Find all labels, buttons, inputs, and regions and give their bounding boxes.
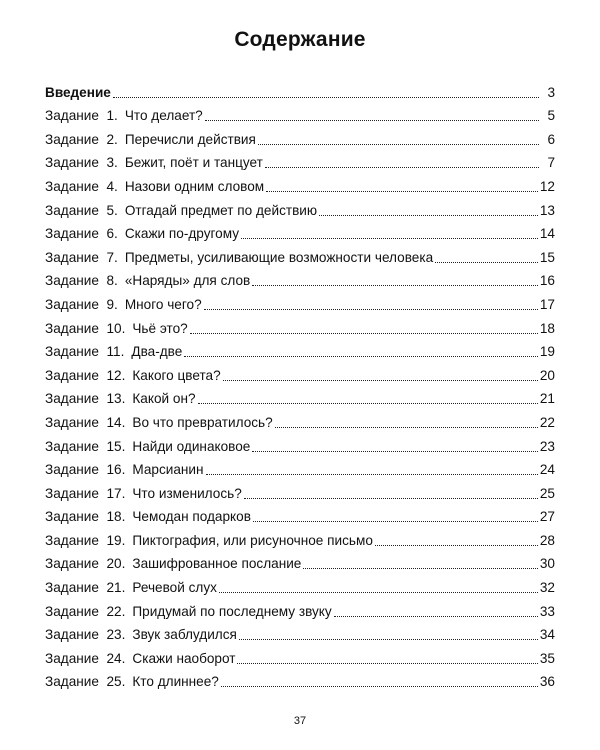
dot-leader [435, 262, 538, 263]
toc-entry-number: Задание 9. [45, 296, 118, 312]
toc-entry-page: 33 [539, 603, 555, 619]
toc-entry[interactable] [45, 195, 555, 219]
dot-leader [265, 167, 539, 168]
dot-leader [303, 568, 538, 569]
dot-leader [244, 498, 538, 499]
toc-entry[interactable] [45, 219, 555, 243]
toc-entry-label: Чемодан подарков [132, 509, 251, 525]
toc-entry-page: 16 [539, 273, 555, 289]
toc-entry-number: Задание 4. [45, 178, 118, 194]
toc-entry-label: Какой он? [132, 391, 196, 407]
toc-entry-number: Задание 16. [45, 462, 126, 478]
toc-entry-page: 32 [539, 580, 555, 596]
toc-entry-number: Задание 8. [45, 273, 118, 289]
toc-entry-page: 5 [547, 108, 555, 124]
toc-entry[interactable] [45, 360, 555, 384]
toc-entry-number: Задание 5. [45, 202, 118, 218]
dot-leader [204, 309, 538, 310]
toc-entry-intro[interactable] [45, 77, 555, 101]
toc-entry-page: 12 [539, 178, 555, 194]
toc-entry[interactable] [45, 148, 555, 172]
toc-entry-number: Задание 18. [45, 509, 126, 525]
dot-leader [221, 686, 538, 687]
dot-leader [184, 356, 538, 357]
toc-entry[interactable] [45, 242, 555, 266]
toc-entry-page: 25 [539, 485, 555, 501]
toc-entry[interactable] [45, 407, 555, 431]
toc-entry-page: 30 [539, 556, 555, 572]
toc-entry[interactable] [45, 384, 555, 408]
toc-entry[interactable] [45, 289, 555, 313]
toc-entry-label: Чьё это? [132, 320, 188, 336]
dot-leader [190, 333, 538, 334]
toc-entry-page: 13 [539, 202, 555, 218]
toc-entry-number: Задание 1. [45, 108, 118, 124]
toc-entry-page: 17 [539, 296, 555, 312]
toc-entry-number: Задание 2. [45, 131, 118, 147]
toc-entry-number: Задание 7. [45, 249, 118, 265]
toc-entry-page: 20 [539, 367, 555, 383]
dot-leader [113, 97, 539, 98]
toc-entry[interactable] [45, 455, 555, 479]
toc-entry-label: Кто длиннее? [132, 674, 219, 690]
page-number: 37 [293, 715, 307, 727]
table-of-contents [45, 77, 555, 690]
toc-entry-page: 22 [539, 414, 555, 430]
toc-entry-label: Перечисли действия [124, 131, 256, 147]
toc-entry-number: Задание 14. [45, 414, 126, 430]
toc-entry-number: Задание 15. [45, 438, 126, 454]
toc-entry[interactable] [45, 596, 555, 620]
toc-entry[interactable] [45, 667, 555, 691]
toc-entry-page: 19 [539, 344, 555, 360]
toc-entry[interactable] [45, 101, 555, 125]
toc-entry-label: Что делает? [124, 108, 203, 124]
toc-entry-number: Задание 19. [45, 532, 126, 548]
toc-entry-page: 23 [539, 438, 555, 454]
toc-entry-number: Задание 25. [45, 674, 126, 690]
toc-entry-label: Придумай по последнему звуку [132, 603, 332, 619]
dot-leader [266, 191, 538, 192]
toc-entry-page: 3 [547, 84, 555, 100]
toc-entry-label: Назови одним словом [124, 178, 265, 194]
toc-entry-page: 6 [547, 131, 555, 147]
toc-entry[interactable] [45, 313, 555, 337]
toc-entry[interactable] [45, 525, 555, 549]
toc-entry[interactable] [45, 643, 555, 667]
toc-entry-label: Во что превратилось? [132, 414, 273, 430]
toc-entry-page: 27 [539, 509, 555, 525]
dot-leader [334, 616, 538, 617]
dot-leader [198, 403, 538, 404]
toc-entry-page: 18 [539, 320, 555, 336]
toc-entry[interactable] [45, 337, 555, 361]
toc-entry-page: 21 [539, 391, 555, 407]
toc-entry-number: Задание 21. [45, 580, 126, 596]
toc-entry-number: Задание 13. [45, 391, 126, 407]
dot-leader [206, 474, 538, 475]
toc-entry-label: Введение [45, 84, 111, 100]
toc-entry[interactable] [45, 620, 555, 644]
toc-entry-label: Речевой слух [132, 580, 217, 596]
toc-entry-page: 36 [539, 674, 555, 690]
toc-entry-page: 7 [547, 155, 555, 171]
dot-leader [223, 380, 538, 381]
toc-entry-label: «Наряды» для слов [124, 273, 251, 289]
toc-entry-number: Задание 12. [45, 367, 126, 383]
dot-leader [375, 545, 538, 546]
toc-entry-number: Задание 24. [45, 650, 126, 666]
dot-leader [258, 144, 539, 145]
toc-entry[interactable] [45, 431, 555, 455]
toc-entry-label: Предметы, усиливающие возможности человека [124, 249, 434, 265]
dot-leader [219, 592, 538, 593]
toc-entry-label: Много чего? [124, 296, 202, 312]
toc-entry-label: Какого цвета? [132, 367, 221, 383]
toc-entry-label: Отгадай предмет по действию [124, 202, 318, 218]
page-title: Содержание [234, 28, 366, 51]
toc-entry-label: Что изменилось? [132, 485, 242, 501]
toc-entry-number: Задание 6. [45, 226, 118, 242]
toc-entry-number: Задание 23. [45, 627, 126, 643]
toc-entry-number: Задание 11. [45, 344, 125, 360]
toc-entry-label: Бежит, поёт и танцует [124, 155, 263, 171]
toc-entry-page: 28 [539, 532, 555, 548]
toc-entry-label: Марсианин [132, 462, 204, 478]
toc-entry-number: Задание 10. [45, 320, 126, 336]
toc-entry-number: Задание 20. [45, 556, 126, 572]
toc-entry-label: Пиктография, или рисуночное письмо [132, 532, 373, 548]
toc-entry-page: 34 [539, 627, 555, 643]
toc-entry-number: Задание 3. [45, 155, 118, 171]
toc-entry[interactable] [45, 549, 555, 573]
toc-entry-number: Задание 17. [45, 485, 126, 501]
toc-entry-page: 14 [539, 226, 555, 242]
toc-entry-number: Задание 22. [45, 603, 126, 619]
dot-leader [253, 521, 538, 522]
toc-entry-page: 24 [539, 462, 555, 478]
toc-entry-label: Два-две [131, 344, 183, 360]
toc-entry-label: Скажи наоборот [132, 650, 236, 666]
dot-leader [252, 451, 538, 452]
toc-entry-page: 15 [539, 249, 555, 265]
toc-entry-label: Звук заблудился [132, 627, 237, 643]
toc-entry[interactable] [45, 124, 555, 148]
toc-entry[interactable] [45, 266, 555, 290]
dot-leader [239, 639, 538, 640]
toc-entry[interactable] [45, 478, 555, 502]
dot-leader [275, 427, 538, 428]
dot-leader [241, 238, 538, 239]
toc-entry[interactable] [45, 171, 555, 195]
toc-entry-label: Зашифрованное послание [132, 556, 302, 572]
toc-entry[interactable] [45, 572, 555, 596]
toc-entry-label: Скажи по-другому [124, 226, 240, 242]
dot-leader [319, 215, 538, 216]
toc-entry-page: 35 [539, 650, 555, 666]
toc-entry-label: Найди одинаковое [132, 438, 251, 454]
dot-leader [252, 285, 538, 286]
toc-entry[interactable] [45, 502, 555, 526]
dot-leader [205, 120, 539, 121]
dot-leader [237, 663, 537, 664]
